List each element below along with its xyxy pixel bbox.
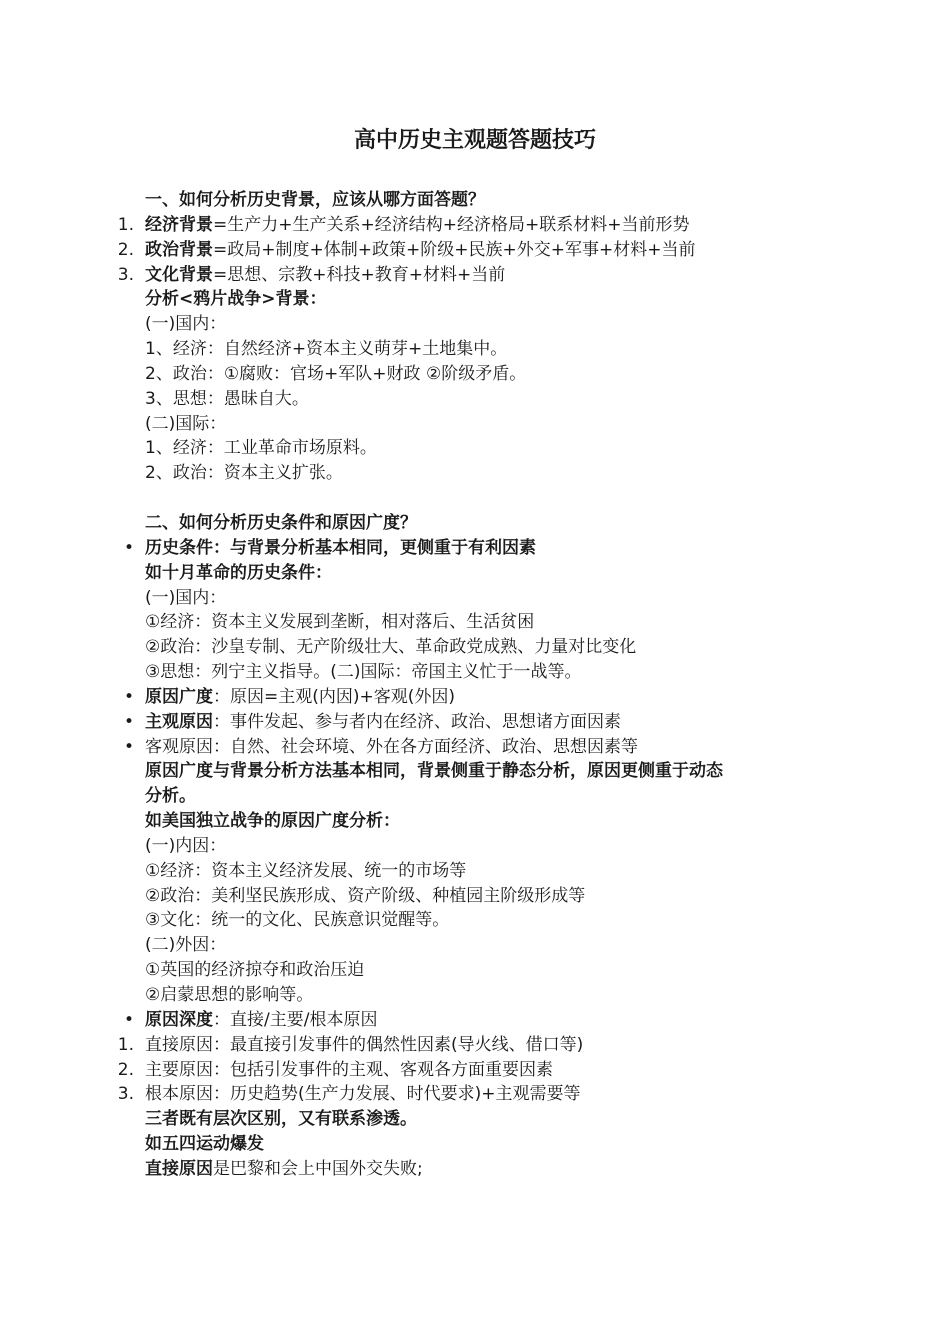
list-item: 2. 主要原因：包括引发事件的主观、客观各方面重要因素 <box>117 1059 553 1080</box>
bullet-item: • 原因广度：原因=主观(内因)+客观(外因) <box>123 686 456 707</box>
list-item: 3. 文化背景=思想、宗教+科技+教育+材料+当前 <box>117 264 506 285</box>
text-line: ①英国的经济掠夺和政治压迫 <box>145 960 365 981</box>
list-item: 3. 根本原因：历史趋势(生产力发展、时代要求)+主观需要等 <box>117 1084 581 1105</box>
text-line: 直接原因是巴黎和会上中国外交失败; <box>145 1158 423 1179</box>
note-line: 原因广度与背景分析方法基本相同，背景侧重于静态分析，原因更侧重于动态 <box>145 761 723 782</box>
text-line: 2、政治：①腐败：官场+军队+财政 ②阶级矛盾。 <box>145 363 527 384</box>
list-item: 1. 直接原因：最直接引发事件的偶然性因素(导火线、借口等) <box>117 1034 584 1055</box>
spacer <box>0 486 950 511</box>
text-line: ②政治：沙皇专制、无产阶级壮大、革命政党成熟、力量对比变化 <box>145 637 637 658</box>
example-title: 如五四运动爆发 <box>145 1134 264 1155</box>
text-line: 2、政治：资本主义扩张。 <box>145 463 343 484</box>
text-line: ②启蒙思想的影响等。 <box>145 985 314 1005</box>
bullet-item: • 历史条件：与背景分析基本相同，更侧重于有利因素 <box>123 537 536 558</box>
note-line: 分析。 <box>145 786 196 807</box>
text-line: 1、经济：工业革命市场原料。 <box>145 438 377 459</box>
bullet-item: • 原因深度：直接/主要/根本原因 <box>123 1009 378 1030</box>
example-title: 如十月革命的历史条件： <box>145 562 332 583</box>
text-line: ③思想：列宁主义指导。(二)国际：帝国主义忙于一战等。 <box>145 662 582 683</box>
bullet-item: • 主观原因：事件发起、参与者内在经济、政治、思想诸方面因素 <box>123 711 621 732</box>
text-line: (一)国内： <box>145 587 227 608</box>
text-line: ①经济：资本主义发展到垄断，相对落后、生活贫困 <box>145 612 535 633</box>
text-line: (一)国内： <box>145 314 227 335</box>
text-line: 3、思想：愚昧自大。 <box>145 388 309 409</box>
document-body <box>0 188 950 1182</box>
section-1-heading: 一、如何分析历史背景，应该从哪方面答题？ <box>145 190 485 210</box>
text-line: ③文化：统一的文化、民族意识觉醒等。 <box>145 910 450 931</box>
section-2-heading: 二、如何分析历史条件和原因广度？ <box>145 512 417 533</box>
bullet-item: • 客观原因：自然、社会环境、外在各方面经济、政治、思想因素等 <box>123 736 638 757</box>
text-line: (二)外因： <box>145 935 227 956</box>
list-item: 1. 经济背景=生产力+生产关系+经济结构+经济格局+联系材料+当前形势 <box>117 214 690 235</box>
example-title: 如美国独立战争的原因广度分析： <box>145 811 400 832</box>
example-title: 分析<鸦片战争>背景： <box>145 289 327 310</box>
list-item: 2. 政治背景=政局+制度+体制+政策+阶级+民族+外交+军事+材料+当前 <box>117 239 696 260</box>
page-title: 高中历史主观题答题技巧 <box>353 128 596 153</box>
text-line: (一)内因： <box>145 835 227 856</box>
note-line: 三者既有层次区别，又有联系渗透。 <box>145 1109 417 1130</box>
text-line: (二)国际： <box>145 413 227 434</box>
text-line: 1、经济：自然经济+资本主义萌芽+土地集中。 <box>145 339 508 360</box>
text-line: ②政治：美利坚民族形成、资产阶级、种植园主阶级形成等 <box>145 885 586 906</box>
text-line: ①经济：资本主义经济发展、统一的市场等 <box>145 860 467 881</box>
